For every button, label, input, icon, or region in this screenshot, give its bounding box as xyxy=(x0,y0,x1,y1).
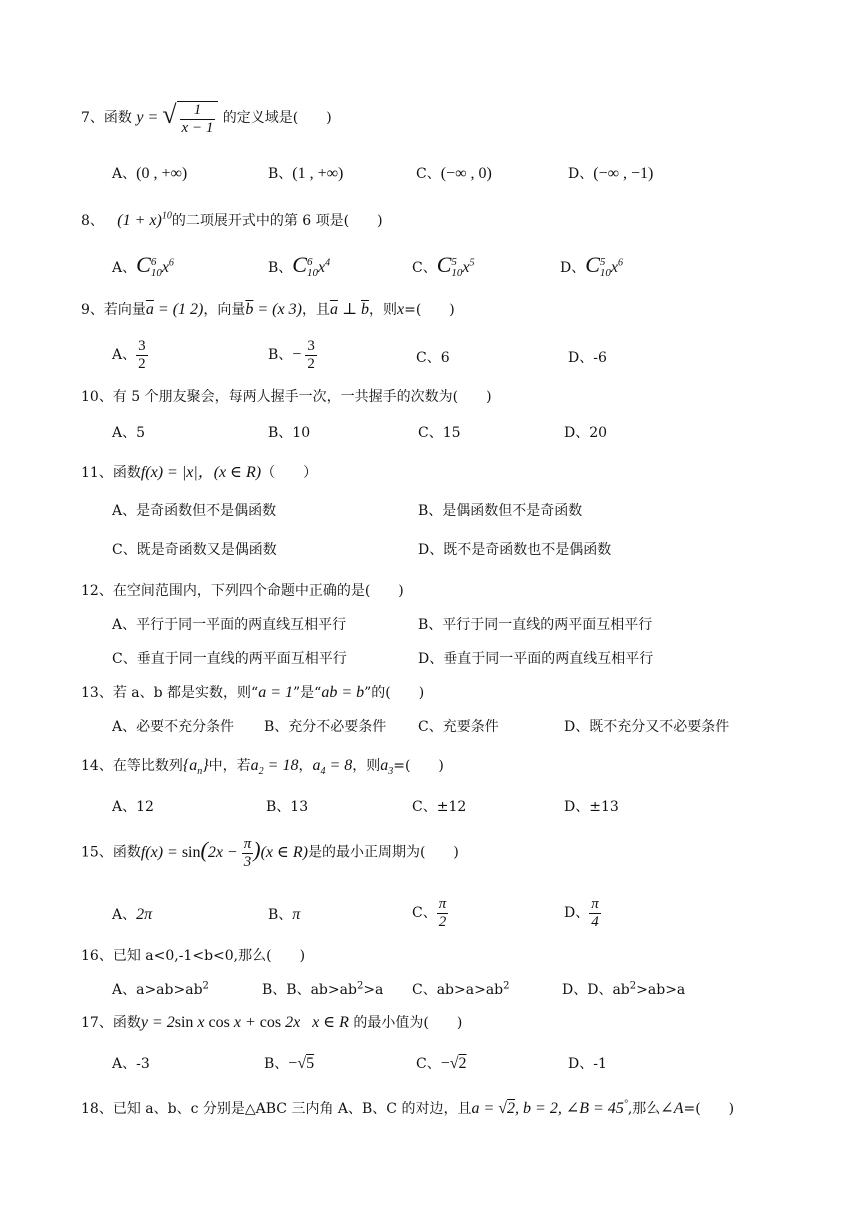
q9-option-a: A、 $\frac{3}{2}$ xyxy=(112,338,146,372)
q15-option-c: C、 $\frac{\pi}{2}$ xyxy=(412,896,447,930)
q11-option-c: C、既是奇函数又是偶函数 xyxy=(112,542,277,558)
q11-option-d: D、既不是奇函数也不是偶函数 xyxy=(418,542,612,558)
q17-option-a: A、-3 xyxy=(112,1056,150,1072)
q13-option-b: B、充分不必要条件 xyxy=(264,719,387,735)
q15-option-a: A、2π xyxy=(112,906,153,923)
question-11: 11、函数f(x) = |x|，(x ∈ R)（ ） xyxy=(81,464,318,481)
q8-formula: $(1 + x)^{10}$ xyxy=(117,210,172,229)
question-18: 18、已知 a、b、c 分别是△ABC 三内角 A、B、C 的对边，且a = √2, b = 2, ∠B = 45°,那么∠A=( ) xyxy=(81,1098,735,1117)
question-12: 12、在空间范围内，下列四个命题中正确的是( ) xyxy=(81,583,404,599)
q16-option-a: A、$a>ab>ab^2$ xyxy=(112,980,209,998)
q8-option-c: C、C5 $10x^5$ xyxy=(412,252,475,279)
q11-option-b: B、是偶函数但不是奇函数 xyxy=(418,503,583,519)
q17-option-b: B、−√5 xyxy=(264,1055,315,1072)
q12-option-c: C、垂直于同一直线的两平面互相平行 xyxy=(112,651,347,667)
q15-option-d: D、 $\frac{\pi}{4}$ xyxy=(564,896,599,930)
question-17: 17、函数y = 2sin x cos x + cos 2x x ∈ R 的最小值为( ) xyxy=(81,1014,463,1031)
q9-option-c: C、6 xyxy=(416,350,450,366)
q15-option-b: B、π xyxy=(268,906,301,923)
q10-option-d: D、20 xyxy=(564,425,608,441)
q7-option-d: D、(−∞ , −1) xyxy=(568,165,654,182)
question-8: 8、 $(1 + x)^{10}$的二项展开式中的第 6 项是( ) xyxy=(81,210,383,229)
q11-option-a: A、是奇函数但不是偶函数 xyxy=(112,503,277,519)
question-14: 14、在等比数列$\{a_n\}$中，若$a_2 = 18$，$a_4 = 8$，则$a_3=$( ) xyxy=(81,757,444,778)
q7-formula: y = √ $\frac{1}{x - 1}$ xyxy=(136,109,218,126)
q13-option-a: A、必要不充分条件 xyxy=(112,719,235,735)
question-7 xyxy=(81,100,332,136)
question-15: 15、函数f(x) = sin(2x − $\frac{\pi}{3}$ )(x ∈ R)是的最小正周期为( ) xyxy=(81,836,459,870)
q7-option-b: B、(1 , +∞) xyxy=(268,165,344,182)
q7-stem-prefix: 7、函数 xyxy=(81,109,137,126)
q12-option-a: A、平行于同一平面的两直线互相平行 xyxy=(112,617,347,633)
q17-option-c: C、−√2 xyxy=(416,1055,467,1072)
q12-option-d: D、垂直于同一平面的两直线互相平行 xyxy=(418,651,654,667)
question-13: 13、若 a、b 都是实数，则“a = 1”是“ab = b”的( ) xyxy=(81,684,425,701)
q7-option-c: C、(−∞ , 0) xyxy=(416,165,492,182)
q13-option-d: D、既不充分又不必要条件 xyxy=(564,719,730,735)
question-16: 16、已知 a<0,-1<b<0,那么( ) xyxy=(81,948,306,964)
q8-option-b: B、C6 $10x^4$ xyxy=(268,252,331,279)
q7-stem-suffix: 的定义域是( ) xyxy=(218,109,332,126)
q9-option-b: B、− $\frac{3}{2}$ xyxy=(268,338,315,372)
q13-option-c: C、充要条件 xyxy=(418,719,499,735)
q7-option-a: A、(0 , +∞) xyxy=(112,165,188,182)
q16-option-b: B、B、$ab>ab^2>a$ xyxy=(262,980,384,998)
q14-option-a: A、12 xyxy=(112,799,154,815)
q14-option-b: B、13 xyxy=(266,799,309,815)
q14-option-d: D、±13 xyxy=(564,799,619,815)
q16-option-d: D、D、$ab^2>ab>a$ xyxy=(562,980,686,998)
q10-option-b: B、10 xyxy=(268,425,311,441)
q10-option-c: C、15 xyxy=(418,425,461,441)
question-10: 10、有 5 个朋友聚会，每两人握手一次，一共握手的次数为( ) xyxy=(81,389,492,405)
q12-option-b: B、平行于同一直线的两平面互相平行 xyxy=(418,617,653,633)
q17-option-d: D、-1 xyxy=(568,1056,607,1072)
q8-option-a: A、C6 $10x^6$ xyxy=(112,252,174,279)
q14-option-c: C、±12 xyxy=(412,799,467,815)
question-9: 9、若向量$\overline{a} = (1$ 2)，向量$\overline{b} = (x$ 3)，且$\overline{a}$ ⊥ $\overline{b}$，则x=( ) xyxy=(81,301,455,318)
q9-option-d: D、-6 xyxy=(568,350,607,366)
q10-option-a: A、5 xyxy=(112,425,146,441)
q16-option-c: C、$ab>a>ab^2$ xyxy=(412,980,510,998)
q8-option-d: D、C5 $10x^6$ xyxy=(560,252,624,279)
